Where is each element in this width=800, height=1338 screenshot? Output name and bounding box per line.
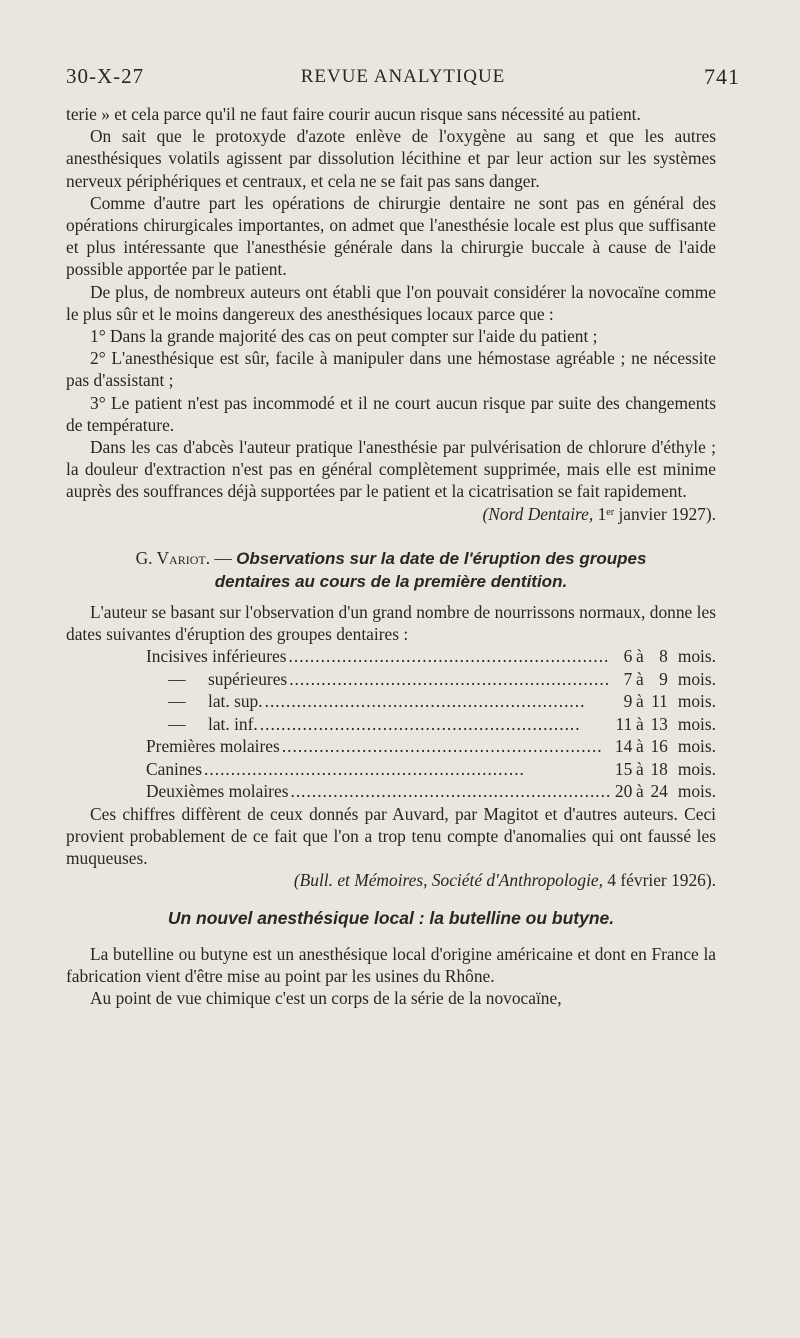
age-unit: mois. bbox=[677, 646, 716, 667]
paragraph: On sait que le protoxyde d'azote enlève de l'oxygène au sang et que les autres anesthésiques volatils agissent par dissolution lécithine et par leur action sur les systèmes nerveux périphériques et centraux, et cela ne se fait pas sans danger. bbox=[66, 126, 716, 191]
age-unit: mois. bbox=[677, 736, 716, 757]
age-separator: à bbox=[636, 668, 644, 689]
age-to: 24 bbox=[650, 781, 668, 802]
list-item: 1° Dans la grande majorité des cas on peut compter sur l'aide du patient ; bbox=[90, 326, 598, 347]
table-row bbox=[146, 690, 716, 713]
table-row bbox=[146, 758, 716, 781]
age-to: 8 bbox=[659, 646, 668, 667]
citation-day-suffix: er bbox=[606, 506, 615, 518]
tooth-group-label: Premières molaires bbox=[146, 736, 280, 757]
age-to: 13 bbox=[650, 713, 668, 734]
list-item: 2° L'anesthésique est sûr, facile à manipuler dans une hémostase agréable ; ne nécessite pas d'assistant ; bbox=[66, 348, 716, 391]
age-unit: mois. bbox=[677, 691, 716, 712]
paragraph: La butelline ou butyne est un anesthésique local d'origine américaine et dont en France la fabrication vient d'être mise au point par les usines du Rhône. bbox=[66, 943, 716, 986]
leader-dots: ............................................................ bbox=[204, 758, 525, 779]
age-separator: à bbox=[636, 713, 644, 734]
title-line-1: Observations sur la date de l'éruption des groupes bbox=[236, 548, 647, 568]
age-from: 7 bbox=[623, 668, 633, 689]
citation: (Nord Dentaire, 1er janvier 1927). bbox=[482, 503, 716, 524]
age-separator: à bbox=[636, 691, 644, 712]
age-from: 6 bbox=[623, 646, 633, 667]
paragraph: De plus, de nombreux auteurs ont établi que l'on pouvait considérer la novocaïne comme le plus sûr et le moins dangereux des anesthésiques locaux parce que : bbox=[66, 281, 716, 324]
leader-dots: ............................................................ bbox=[264, 691, 586, 712]
running-header bbox=[66, 64, 740, 94]
leader-dots: ............................................................ bbox=[259, 713, 581, 734]
age-to: 9 bbox=[659, 668, 668, 689]
leader-dots: ............................................................ bbox=[290, 781, 612, 802]
age-from: 9 bbox=[623, 691, 633, 712]
header-journal-title: REVUE ANALYTIQUE bbox=[300, 66, 506, 87]
tooth-group-label: supérieures bbox=[208, 668, 288, 689]
tooth-group-cell bbox=[146, 780, 611, 803]
eruption-table bbox=[146, 645, 716, 803]
tooth-group-cell bbox=[146, 735, 611, 758]
tooth-group-cell bbox=[146, 690, 611, 713]
leader-dots: ............................................................ bbox=[288, 646, 610, 667]
leader-dots: ............................................................ bbox=[281, 736, 603, 757]
age-separator: à bbox=[636, 736, 644, 757]
age-unit: mois. bbox=[677, 668, 716, 689]
table-row bbox=[146, 668, 716, 691]
citation-source: Nord Dentaire, bbox=[488, 503, 594, 524]
tooth-group-label: Incisives inférieures bbox=[146, 646, 287, 667]
article-author: G. Variot. bbox=[135, 547, 211, 568]
citation-date: janvier 1927). bbox=[618, 503, 716, 524]
age-to: 18 bbox=[650, 758, 668, 779]
age-from: 14 bbox=[614, 736, 633, 757]
ditto-dash: — bbox=[168, 668, 186, 689]
page-number: 741 bbox=[704, 64, 740, 89]
table-row bbox=[146, 780, 716, 803]
paragraph: Comme d'autre part les opérations de chirurgie dentaire ne sont pas en général des opérations chirurgicales importantes, on admet que l'anesthésie locale est plus que suffisante et plus intéressante que l'anesthésie générale dans la chirurgie buccale à cause de l'aide possible apportée par le patient. bbox=[66, 192, 716, 280]
age-unit: mois. bbox=[677, 713, 716, 734]
age-separator: à bbox=[636, 758, 644, 779]
paragraph: Ces chiffres diffèrent de ceux donnés par Auvard, par Magitot et d'autres auteurs. Ceci provient probablement de ce fait que l'on a trop tenu compte d'anomalies qui ont faussé les muqueuses. bbox=[66, 803, 716, 869]
citation: (Bull. et Mémoires, Société d'Anthropologie, 4 février 1926). bbox=[293, 870, 716, 891]
paragraph: Dans les cas d'abcès l'auteur pratique l'anesthésie par pulvérisation de chlorure d'éthyle ; la douleur d'extraction n'est pas en général complètement supprimée, mais elle est minime auprès des souffrances déjà supportées par le patient et la cicatrisation se fait rapidement. bbox=[66, 437, 716, 502]
tooth-group-label: Canines bbox=[146, 758, 203, 779]
section-title: Un nouvel anesthésique local : la butelline ou butyne. bbox=[167, 907, 615, 928]
ditto-dash: — bbox=[168, 691, 186, 712]
age-separator: à bbox=[636, 781, 644, 802]
citation-source: Bull. et Mémoires, Société d'Anthropologie, bbox=[299, 870, 603, 891]
paragraph: Au point de vue chimique c'est un corps de la série de la novocaïne, bbox=[90, 987, 562, 1008]
age-unit: mois. bbox=[677, 758, 716, 779]
age-from: 20 bbox=[614, 781, 633, 802]
title-line-2: dentaires au cours de la première dentition. bbox=[214, 571, 568, 591]
leader-dots: ............................................................ bbox=[289, 668, 611, 689]
age-unit: mois. bbox=[677, 781, 716, 802]
article-body bbox=[66, 103, 716, 1009]
tooth-group-cell bbox=[146, 668, 611, 691]
tooth-group-cell bbox=[146, 758, 611, 781]
table-row bbox=[146, 713, 716, 736]
tooth-group-cell bbox=[146, 713, 611, 736]
article-title bbox=[66, 547, 716, 593]
age-from: 11 bbox=[615, 713, 633, 734]
tooth-group-cell bbox=[146, 645, 611, 668]
age-separator: à bbox=[636, 646, 644, 667]
tooth-group-label: lat. sup. bbox=[208, 691, 263, 712]
age-from: 15 bbox=[614, 758, 633, 779]
age-to: 16 bbox=[650, 736, 668, 757]
citation-day: 1 bbox=[597, 503, 607, 524]
title-dash: — bbox=[210, 547, 237, 568]
table-row bbox=[146, 735, 716, 758]
tooth-group-label: lat. inf. bbox=[208, 713, 258, 734]
header-date: 30-X-27 bbox=[66, 64, 145, 88]
table-row bbox=[146, 645, 716, 668]
ditto-dash: — bbox=[168, 713, 186, 734]
tooth-group-label: Deuxièmes molaires bbox=[146, 781, 289, 802]
paragraph: terie » et cela parce qu'il ne faut faire courir aucun risque sans nécessité au patient. bbox=[66, 104, 641, 124]
paragraph: L'auteur se basant sur l'observation d'un grand nombre de nourrissons normaux, donne les dates suivantes d'éruption des groupes dentaires : bbox=[66, 601, 716, 645]
list-item: 3° Le patient n'est pas incommodé et il ne court aucun risque par suite des changements de température. bbox=[66, 392, 716, 435]
age-to: 11 bbox=[651, 691, 668, 712]
citation-date: 4 février 1926). bbox=[607, 870, 716, 891]
